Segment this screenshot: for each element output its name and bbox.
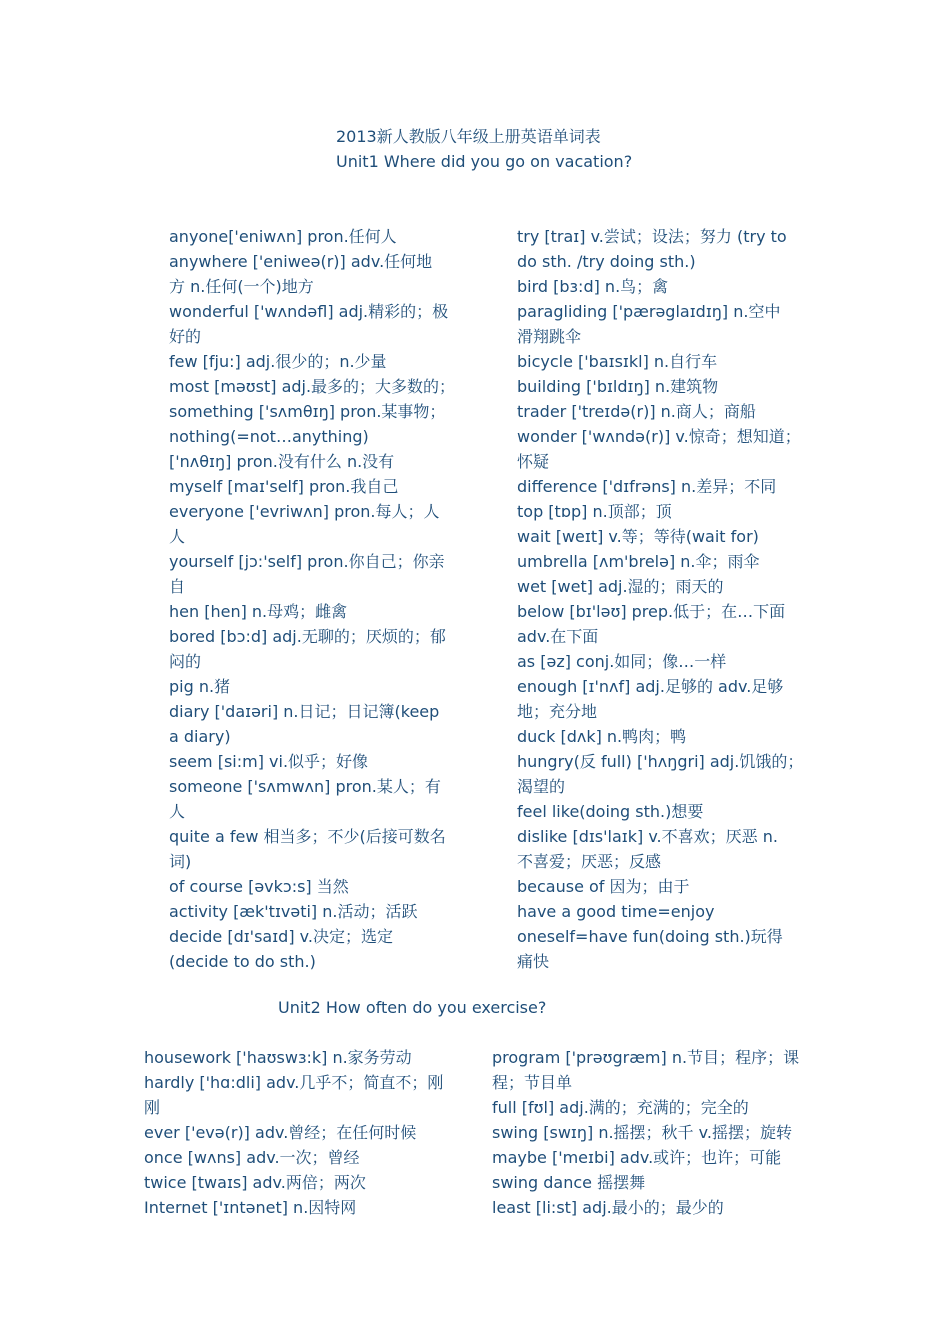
vocab-line: paragliding ['pærəglaɪdɪŋ] n.空中 bbox=[517, 302, 781, 321]
vocab-line: Internet ['ɪntənet] n.因特网 bbox=[144, 1198, 357, 1217]
unit2-heading: Unit2 How often do you exercise? bbox=[278, 998, 547, 1017]
vocab-line: seem [si:m] vi.似乎；好像 bbox=[169, 752, 369, 771]
vocab-line: 好的 bbox=[169, 327, 202, 346]
vocab-line: ever ['evə(r)] adv.曾经；在任何时候 bbox=[144, 1123, 417, 1142]
vocab-line: everyone ['evriwʌn] pron.每人；人 bbox=[169, 502, 440, 521]
vocab-line: 程；节目单 bbox=[492, 1073, 573, 1092]
vocab-line: anywhere ['eniweə(r)] adv.任何地 bbox=[169, 252, 433, 271]
vocab-line: feel like(doing sth.)想要 bbox=[517, 802, 704, 821]
vocab-line: 痛快 bbox=[517, 952, 550, 971]
vocab-line: dislike [dɪs'laɪk] v.不喜欢；厌恶 n. bbox=[517, 827, 778, 846]
vocab-line: 人 bbox=[169, 527, 186, 546]
vocab-line: enough [ɪ'nʌf] adj.足够的 adv.足够 bbox=[517, 677, 784, 696]
vocab-line: hungry(反 full) ['hʌŋgri] adj.饥饿的； bbox=[517, 752, 804, 771]
vocab-line: have a good time=enjoy bbox=[517, 902, 715, 921]
vocab-line: 词) bbox=[169, 852, 192, 871]
vocab-line: 滑翔跳伞 bbox=[517, 327, 582, 346]
vocab-line: 怀疑 bbox=[517, 452, 550, 471]
vocab-line: hen [hen] n.母鸡；雌禽 bbox=[169, 602, 348, 621]
vocab-line: (decide to do sth.) bbox=[169, 952, 316, 971]
vocab-line: 人 bbox=[169, 802, 186, 821]
vocab-line: bored [bɔ:d] adj.无聊的；厌烦的；郁 bbox=[169, 627, 446, 646]
vocab-line: below [bɪ'ləʊ] prep.低于；在…下面 bbox=[517, 602, 786, 621]
vocab-line: myself [maɪ'self] pron.我自己 bbox=[169, 477, 399, 496]
vocab-line: few [fju:] adj.很少的；n.少量 bbox=[169, 352, 387, 371]
vocab-line: bicycle ['baɪsɪkl] n.自行车 bbox=[517, 352, 718, 371]
vocab-line: ['nʌθɪŋ] pron.没有什么 n.没有 bbox=[169, 452, 395, 471]
vocab-line: yourself [jɔ:'self] pron.你自己；你亲 bbox=[169, 552, 445, 571]
vocab-line: swing [swɪŋ] n.摇摆；秋千 v.摇摆；旋转 bbox=[492, 1123, 792, 1142]
vocab-line: twice [twaɪs] adv.两倍；两次 bbox=[144, 1173, 366, 1192]
vocab-line: maybe ['meɪbi] adv.或许；也许；可能 bbox=[492, 1148, 782, 1167]
vocab-line: program ['prəʊgræm] n.节目；程序；课 bbox=[492, 1048, 800, 1067]
vocab-line: 闷的 bbox=[169, 652, 202, 671]
vocab-line: as [əz] conj.如同；像…一样 bbox=[517, 652, 727, 671]
vocab-line: most [məʊst] adj.最多的；大多数的； bbox=[169, 377, 456, 396]
vocab-line: bird [bɜ:d] n.鸟；禽 bbox=[517, 277, 669, 296]
vocab-line: adv.在下面 bbox=[517, 627, 599, 646]
vocab-line: wet [wet] adj.湿的；雨天的 bbox=[517, 577, 724, 596]
vocab-line: 不喜爱；厌恶；反感 bbox=[517, 852, 662, 871]
vocab-line: diary ['daɪəri] n.日记；日记簿(keep bbox=[169, 702, 440, 721]
vocab-line: difference ['dɪfrəns] n.差异；不同 bbox=[517, 477, 777, 496]
vocab-line: 方 n.任何(一个)地方 bbox=[169, 277, 314, 296]
vocab-line: a diary) bbox=[169, 727, 231, 746]
vocab-line: swing dance 摇摆舞 bbox=[492, 1173, 646, 1192]
vocab-line: once [wʌns] adv.一次；曾经 bbox=[144, 1148, 360, 1167]
unit1-heading: Unit1 Where did you go on vacation? bbox=[336, 152, 633, 171]
vocab-line: oneself=have fun(doing sth.)玩得 bbox=[517, 927, 783, 946]
vocab-line: umbrella [ʌm'brelə] n.伞；雨伞 bbox=[517, 552, 760, 571]
vocab-line: least [li:st] adj.最小的；最少的 bbox=[492, 1198, 724, 1217]
vocab-line: wonder ['wʌndə(r)] v.惊奇；想知道； bbox=[517, 427, 801, 446]
vocab-line: something ['sʌmθɪŋ] pron.某事物； bbox=[169, 402, 446, 421]
vocab-line: 自 bbox=[169, 577, 186, 596]
vocab-line: quite a few 相当多；不少(后接可数名 bbox=[169, 827, 446, 846]
vocab-line: decide [dɪ'saɪd] v.决定；选定 bbox=[169, 927, 393, 946]
vocab-line: activity [æk'tɪvəti] n.活动；活跃 bbox=[169, 902, 418, 921]
vocab-line: nothing(=not…anything) bbox=[169, 427, 369, 446]
vocab-line: do sth. /try doing sth.) bbox=[517, 252, 696, 271]
vocab-line: try [traɪ] v.尝试；设法；努力 (try to bbox=[517, 227, 787, 246]
vocab-line: building ['bɪldɪŋ] n.建筑物 bbox=[517, 377, 719, 396]
vocab-line: 刚 bbox=[144, 1098, 161, 1117]
vocab-line: hardly ['hɑ:dli] adv.几乎不；简直不；刚 bbox=[144, 1073, 444, 1092]
vocab-line: anyone['eniwʌn] pron.任何人 bbox=[169, 227, 397, 246]
document-title: 2013新人教版八年级上册英语单词表 bbox=[336, 127, 601, 146]
vocab-line: someone ['sʌmwʌn] pron.某人；有 bbox=[169, 777, 441, 796]
vocab-line: of course [əvkɔ:s] 当然 bbox=[169, 877, 349, 896]
vocab-line: duck [dʌk] n.鸭肉；鸭 bbox=[517, 727, 687, 746]
vocab-line: 地；充分地 bbox=[517, 702, 598, 721]
vocab-line: full [fʊl] adj.满的；充满的；完全的 bbox=[492, 1098, 749, 1117]
vocab-line: top [tɒp] n.顶部；顶 bbox=[517, 502, 672, 521]
vocab-line: housework ['haʊswɜ:k] n.家务劳动 bbox=[144, 1048, 412, 1067]
vocab-line: pig n.猪 bbox=[169, 677, 231, 696]
vocab-line: wait [weɪt] v.等；等待(wait for) bbox=[517, 527, 759, 546]
vocab-line: trader ['treɪdə(r)] n.商人；商船 bbox=[517, 402, 756, 421]
vocab-line: wonderful ['wʌndəfl] adj.精彩的；极 bbox=[169, 302, 449, 321]
vocab-line: 渴望的 bbox=[517, 777, 566, 796]
vocab-line: because of 因为；由于 bbox=[517, 877, 690, 896]
